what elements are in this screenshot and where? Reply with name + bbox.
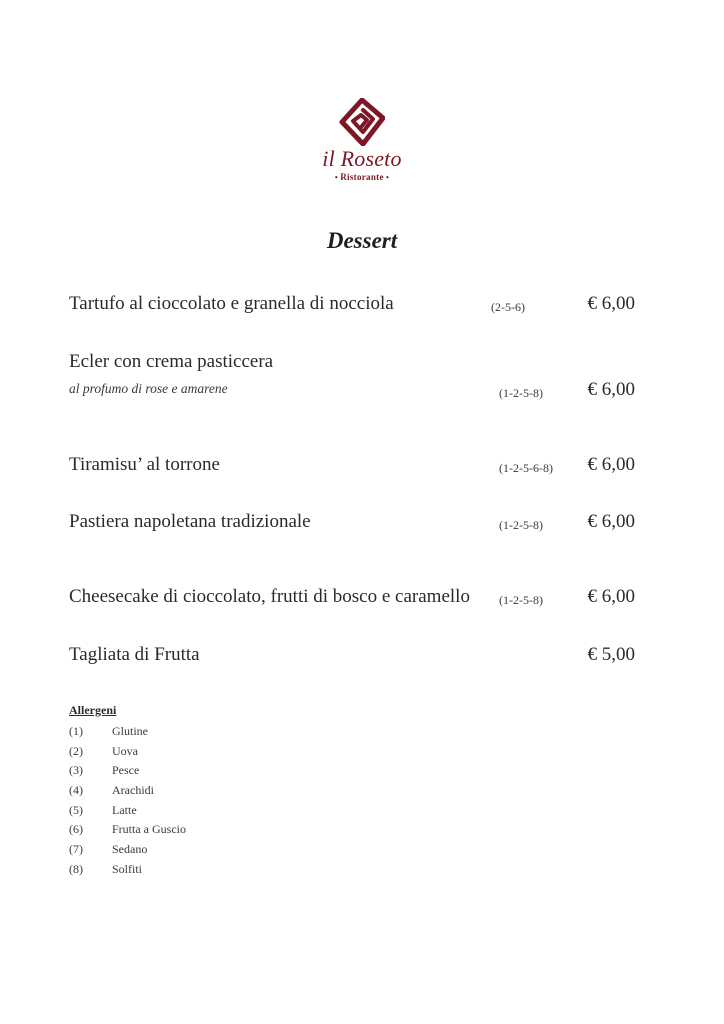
menu-item bbox=[69, 454, 635, 476]
restaurant-logo bbox=[0, 98, 724, 182]
menu-item bbox=[69, 351, 635, 400]
menu-item bbox=[69, 293, 635, 315]
legend-number: (3) bbox=[69, 763, 83, 778]
item-price: € 6,00 bbox=[587, 379, 635, 400]
allergen-legend bbox=[69, 703, 369, 880]
item-allergens: (1-2-5-6-8) bbox=[499, 461, 553, 475]
legend-allergen: Uova bbox=[112, 743, 138, 758]
item-name: Ecler con crema pasticcera bbox=[69, 351, 274, 372]
restaurant-subtitle: • Ristorante • bbox=[334, 172, 390, 182]
item-name: Tiramisu’ al torrone bbox=[69, 454, 220, 475]
legend-entry bbox=[69, 840, 369, 860]
legend-number: (4) bbox=[69, 783, 83, 798]
menu-item bbox=[69, 644, 635, 666]
legend-allergen: Frutta a Guscio bbox=[112, 822, 186, 837]
item-name: Pastiera napoletana tradizionale bbox=[69, 511, 311, 532]
legend-allergen: Latte bbox=[112, 802, 137, 817]
item-name: Tagliata di Frutta bbox=[69, 644, 200, 665]
rose-spiral-icon bbox=[339, 98, 385, 146]
legend-number: (7) bbox=[69, 842, 83, 857]
legend-entry bbox=[69, 761, 369, 781]
legend-number: (1) bbox=[69, 724, 83, 738]
legend-entry bbox=[69, 781, 369, 801]
menu-item bbox=[69, 586, 635, 608]
legend-allergen: Glutine bbox=[112, 724, 148, 738]
legend-title: Allergeni bbox=[69, 703, 117, 717]
item-name: Cheesecake di cioccolato, frutti di bosco e caramello bbox=[69, 586, 470, 607]
item-price: € 6,00 bbox=[587, 293, 635, 314]
legend-allergen: Sedano bbox=[112, 842, 148, 857]
item-allergens: (2-5-6) bbox=[491, 300, 525, 314]
item-price: € 6,00 bbox=[587, 511, 635, 532]
legend-entry bbox=[69, 742, 369, 762]
item-name: Tartufo al cioccolato e granella di nocciola bbox=[69, 293, 394, 314]
item-price: € 5,00 bbox=[587, 644, 635, 665]
legend-entry bbox=[69, 722, 369, 742]
legend-number: (5) bbox=[69, 802, 83, 817]
restaurant-name: il Roseto bbox=[322, 146, 402, 171]
item-allergens: (1-2-5-8) bbox=[499, 593, 543, 607]
legend-number: (2) bbox=[69, 743, 83, 758]
legend-entry bbox=[69, 860, 369, 880]
item-price: € 6,00 bbox=[587, 454, 635, 475]
item-description: al profumo di rose e amarene bbox=[69, 381, 228, 396]
legend-number: (8) bbox=[69, 861, 83, 876]
legend-allergen: Solfiti bbox=[112, 861, 143, 876]
menu-item bbox=[69, 511, 635, 533]
legend-allergen: Arachidi bbox=[112, 783, 154, 798]
legend-entry bbox=[69, 801, 369, 821]
item-allergens: (1-2-5-8) bbox=[499, 518, 543, 532]
legend-allergen: Pesce bbox=[112, 763, 140, 778]
legend-entry bbox=[69, 820, 369, 840]
item-allergens: (1-2-5-8) bbox=[499, 386, 543, 400]
page-title: Dessert bbox=[326, 228, 398, 253]
legend-number: (6) bbox=[69, 822, 83, 837]
item-price: € 6,00 bbox=[587, 586, 635, 607]
